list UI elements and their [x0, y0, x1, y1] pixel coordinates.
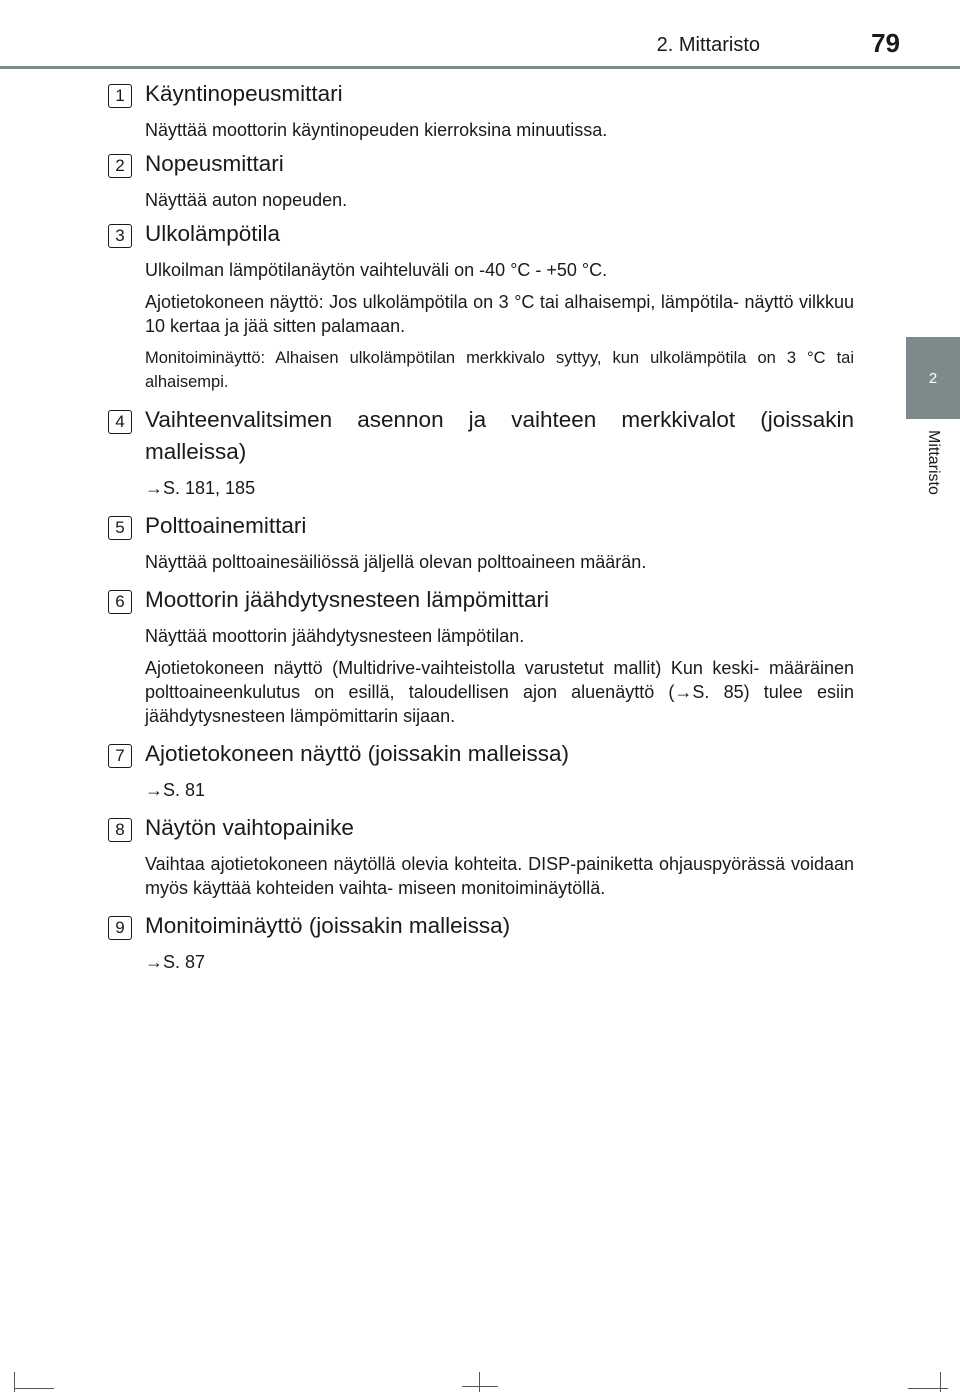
- item-text: Näyttää polttoainesäiliössä jäljellä olevan polttoaineen määrän.: [145, 552, 647, 572]
- page-number: 79: [871, 28, 900, 58]
- item-text: Näyttää moottorin käyntinopeuden kierroksina minuutissa.: [145, 120, 608, 140]
- item-title: Käyntinopeusmittari: [145, 81, 343, 106]
- crop-mark: [479, 1372, 480, 1392]
- item-title: Ulkolämpötila: [145, 221, 281, 246]
- item-number-badge: 6: [108, 590, 132, 614]
- item-title: Nopeusmittari: [145, 151, 284, 176]
- item-list: [108, 78, 854, 984]
- item-number-badge: 2: [108, 154, 132, 178]
- crop-mark: [462, 1386, 498, 1387]
- item-number-badge: 9: [108, 916, 132, 940]
- list-item: [108, 404, 854, 500]
- crop-mark: [14, 1388, 54, 1389]
- chapter-tab-number: 2: [928, 369, 938, 387]
- item-title: Polttoainemittari: [145, 513, 307, 538]
- item-text: Näyttää auton nopeuden.: [145, 190, 348, 210]
- item-title: Vaihteenvalitsimen asennon ja vaihteen merkkivalot (joissakin malleissa): [145, 407, 854, 464]
- item-text: Vaihtaa ajotietokoneen näytöllä olevia kohteita. DISP-painiketta ohjauspyörässä voidaan myös käyttää kohteiden vaihta- miseen monitoiminäytöllä.: [145, 854, 854, 898]
- list-item: [108, 812, 854, 900]
- item-text: Näyttää moottorin jäähdytysnesteen lämpötilan.: [145, 626, 525, 646]
- item-text: Ulkoilman lämpötilanäytön vaihteluväli on -40 °C - +50 °C.: [145, 260, 608, 280]
- list-item: [108, 584, 854, 728]
- item-number-badge: 4: [108, 410, 132, 434]
- crop-mark: [14, 1372, 15, 1392]
- header-divider: [0, 66, 960, 69]
- chapter-tab[interactable]: [906, 337, 960, 419]
- page-reference: →S. 81: [145, 780, 206, 800]
- item-title: Monitoiminäyttö (joissakin malleissa): [145, 913, 511, 938]
- list-item: [108, 218, 854, 394]
- crop-mark: [940, 1372, 941, 1392]
- list-item: [108, 78, 854, 142]
- item-text: Monitoiminäyttö: Alhaisen ulkolämpötilan merkkivalo syttyy, kun ulkolämpötila on 3 °C tai alhaisempi.: [145, 349, 854, 391]
- page-reference: →S. 181, 185: [145, 478, 256, 498]
- item-number-badge: 1: [108, 84, 132, 108]
- item-title: Ajotietokoneen näyttö (joissakin malleissa): [145, 741, 569, 766]
- item-title: Moottorin jäähdytysnesteen lämpömittari: [145, 587, 549, 612]
- item-text: Ajotietokoneen näyttö: Jos ulkolämpötila on 3 °C tai alhaisempi, lämpötila- näyttö vilkkuu 10 kertaa ja jää sitten palamaan.: [145, 292, 854, 336]
- crop-mark: [908, 1388, 948, 1389]
- item-number-badge: 5: [108, 516, 132, 540]
- chapter-label-text: Mittaristo: [925, 430, 942, 495]
- item-number-badge: 7: [108, 744, 132, 768]
- item-number-badge: 8: [108, 818, 132, 842]
- page-reference: →S. 87: [145, 952, 206, 972]
- list-item: [108, 738, 854, 802]
- chapter-label: [906, 430, 960, 530]
- item-text: Ajotietokoneen näyttö (Multidrive-vaihteistolla varustetut mallit) Kun keski- määräinen polttoaineenkulutus on esillä, taloudellisen ajon aluenäyttö (→S. 85) tulee esiin jäähdytysnesteen lämpömittarin sijaan.: [145, 658, 854, 726]
- list-item: [108, 510, 854, 574]
- list-item: [108, 148, 854, 212]
- section-title: 2. Mittaristo: [656, 34, 760, 56]
- item-title: Näytön vaihtopainike: [145, 815, 354, 840]
- item-number-badge: 3: [108, 224, 132, 248]
- list-item: [108, 910, 854, 974]
